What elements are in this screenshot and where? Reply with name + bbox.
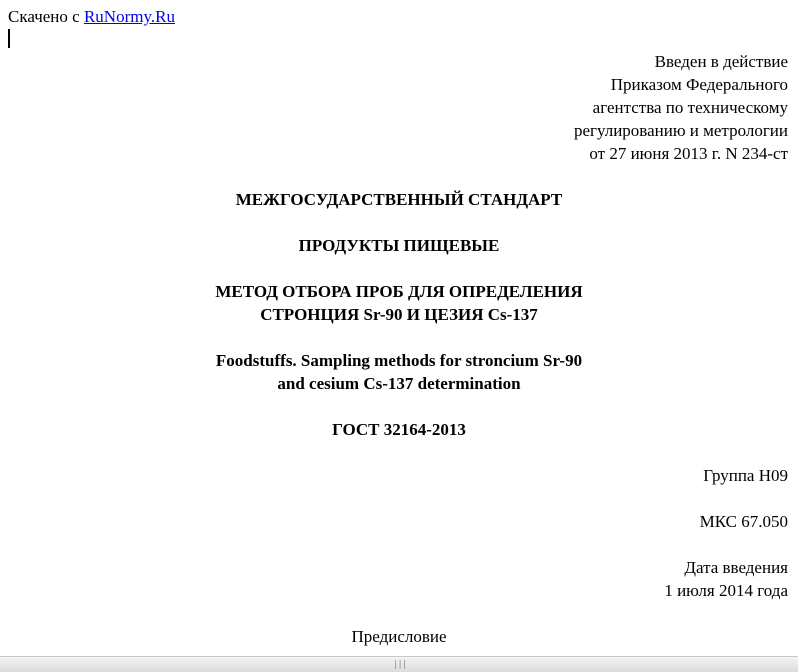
group-code: Группа Н09: [703, 466, 788, 485]
date-label: Дата введения: [684, 558, 788, 577]
mks-code: МКС 67.050: [699, 512, 788, 531]
method-heading-line: СТРОНЦИЯ Sr-90 И ЦЕЗИЯ Cs-137: [260, 305, 538, 324]
enactment-line: Приказом Федерального: [610, 75, 788, 94]
source-link[interactable]: RuNormy.Ru: [83, 7, 175, 26]
text-cursor: [8, 29, 10, 48]
method-heading: [0, 280, 798, 326]
method-heading-line: МЕТОД ОТБОРА ПРОБ ДЛЯ ОПРЕДЕЛЕНИЯ: [215, 282, 583, 301]
enactment-line: от 27 июня 2013 г. N 234-ст: [589, 144, 788, 163]
english-title-line: Foodstuffs. Sampling methods for stroncium Sr-90: [215, 351, 583, 370]
enactment-block: [574, 50, 788, 165]
english-title-line: and cesium Cs-137 determination: [277, 374, 521, 393]
gost-number: ГОСТ 32164-2013: [332, 420, 466, 439]
preface-heading: Предисловие: [351, 627, 447, 646]
english-title: [0, 349, 798, 395]
source-line: [8, 6, 175, 27]
product-heading: ПРОДУКТЫ ПИЩЕВЫЕ: [298, 236, 500, 255]
source-prefix: Скачено с: [8, 7, 84, 26]
enactment-line: агентства по техническому: [592, 98, 788, 117]
horizontal-scrollbar[interactable]: [0, 656, 798, 672]
scroll-grip-icon[interactable]: |||: [393, 660, 407, 670]
enactment-line: Введен в действие: [654, 52, 788, 71]
introduction-date: [664, 556, 788, 602]
standard-type-heading: МЕЖГОСУДАРСТВЕННЫЙ СТАНДАРТ: [235, 190, 563, 209]
date-value: 1 июля 2014 года: [664, 581, 788, 600]
enactment-line: регулированию и метрологии: [573, 121, 788, 140]
